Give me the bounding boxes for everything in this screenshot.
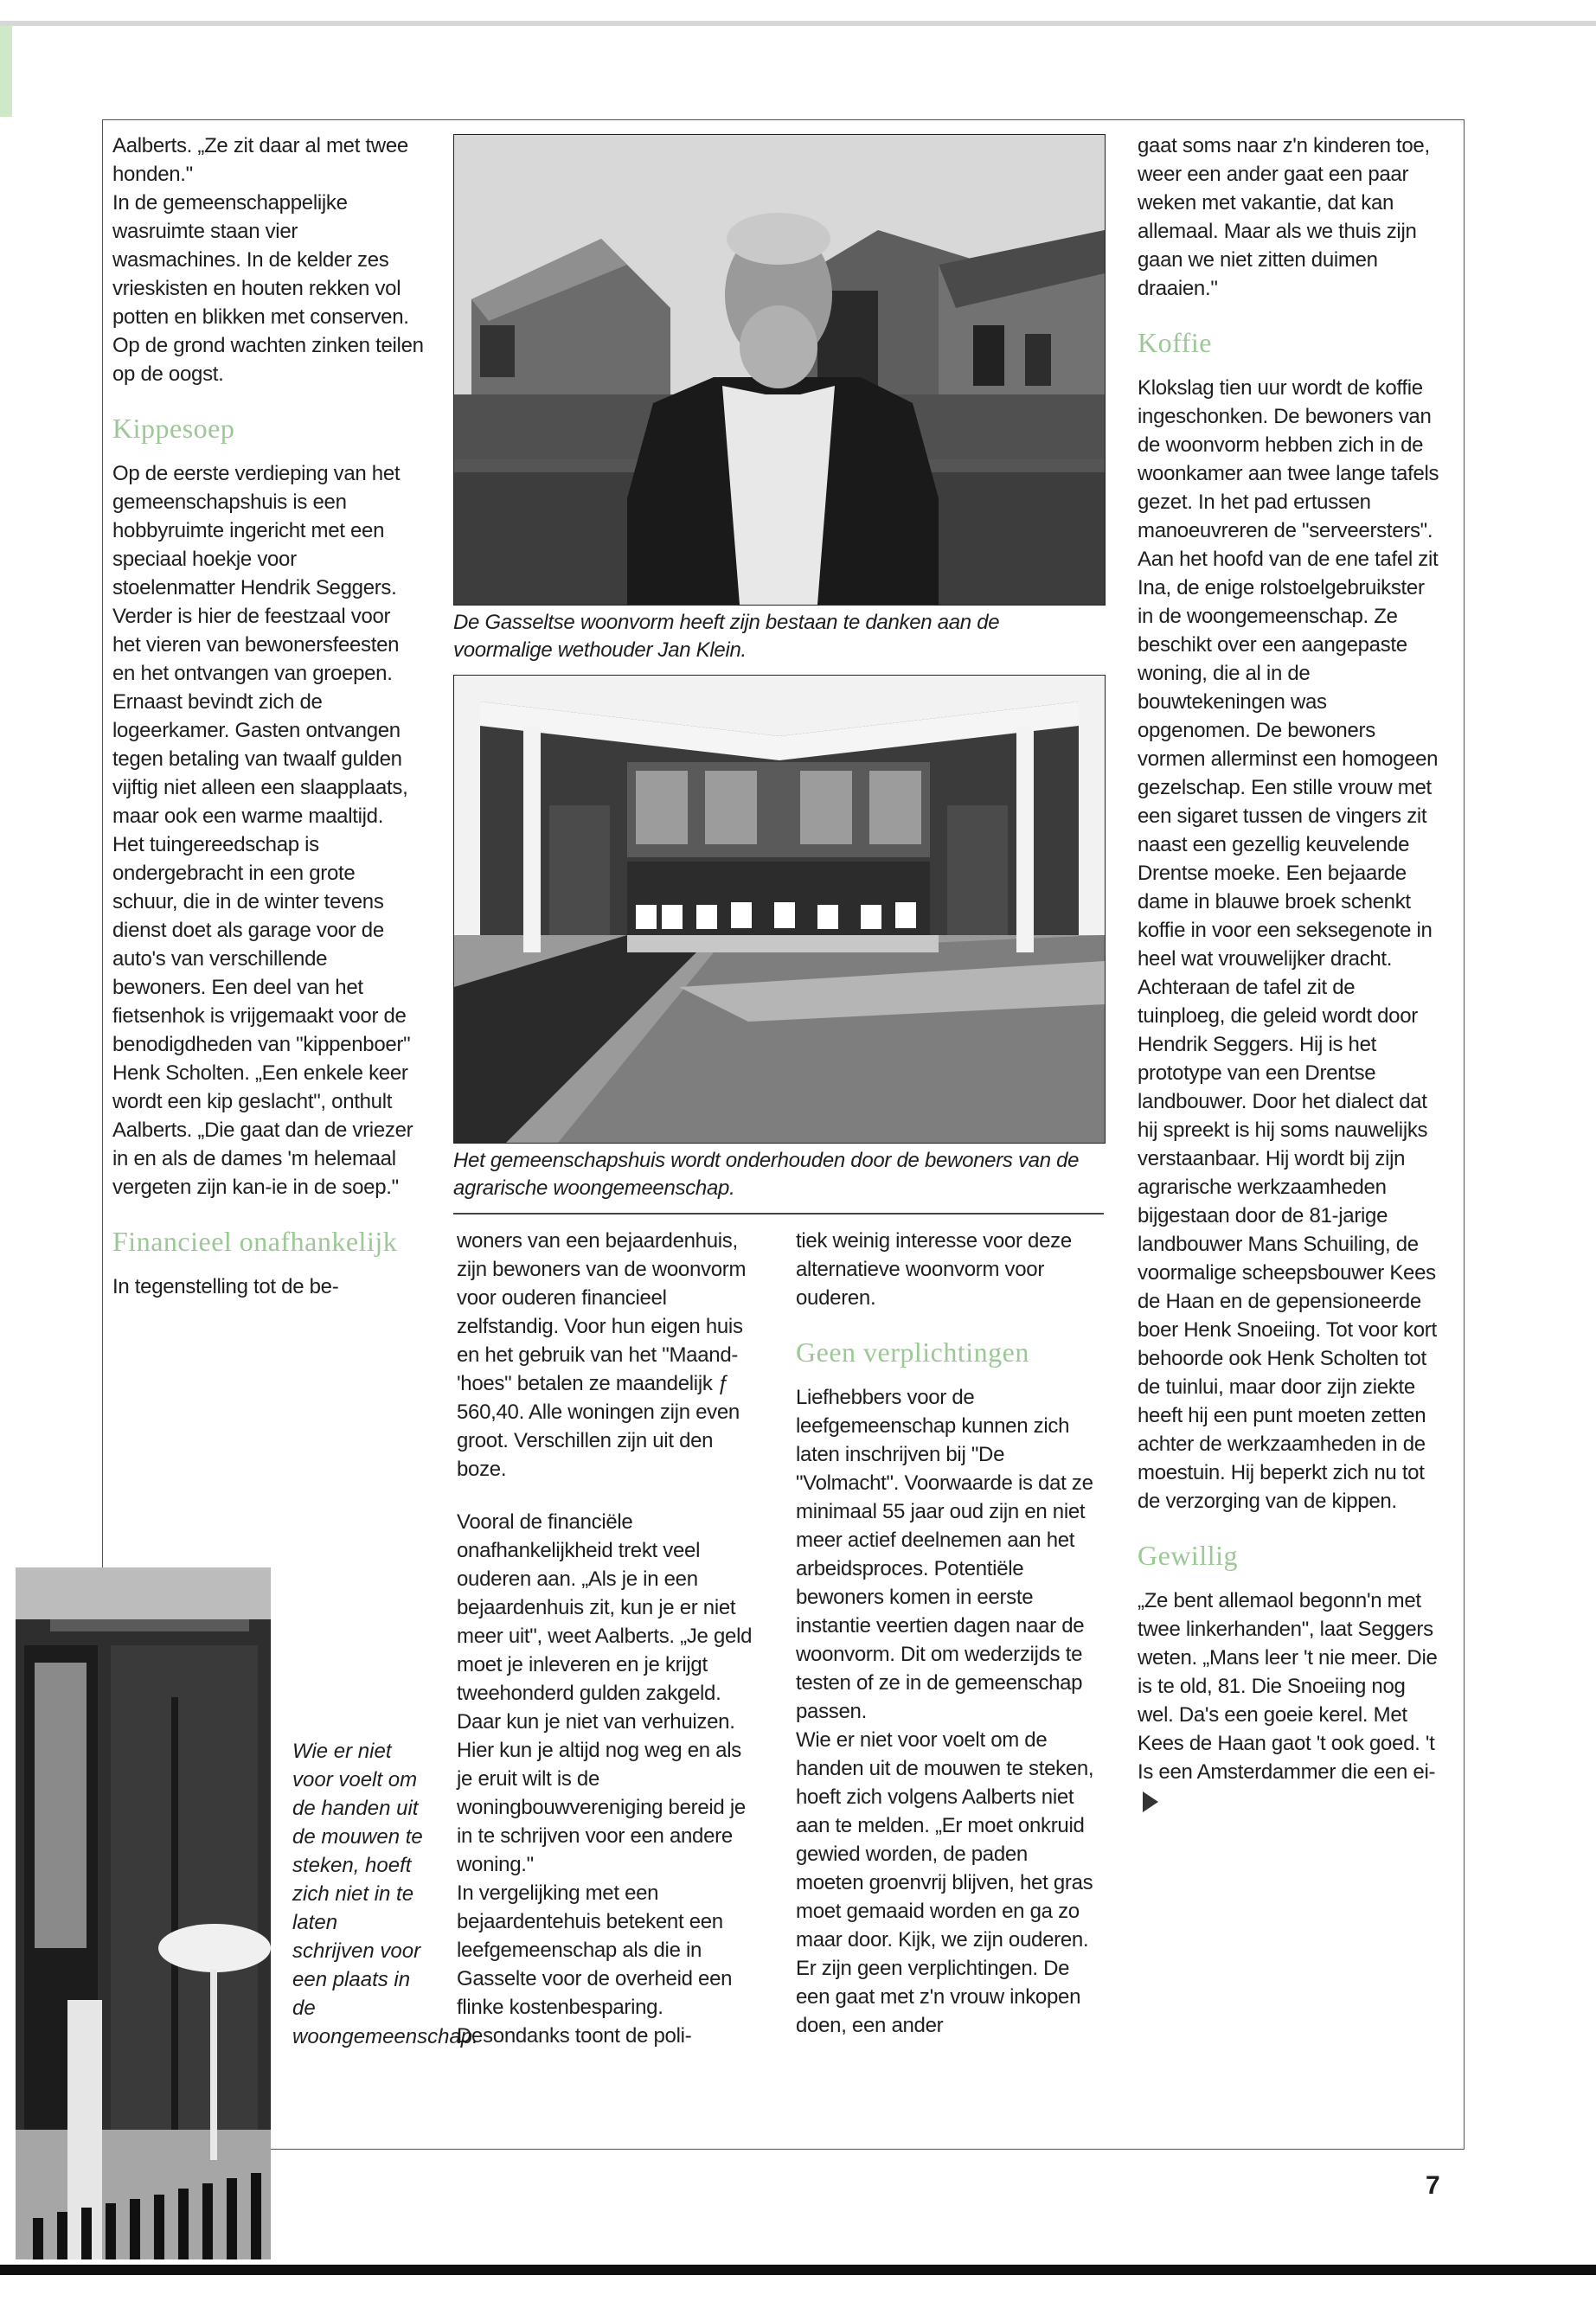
paragraph [1138, 1586, 1445, 1815]
paragraph: In vergelijking met een bejaardentehuis betekent een leefgemeenschap als die in Gasselte voor de overheid een flinke kostenbesparing. Desondanks toont de poli- [457, 1881, 733, 2048]
column-1 [112, 131, 424, 1301]
paragraph: In de gemeenschappelijke wasruimte staan vier wasmachines. In de kelder zes vrieskisten en houten rekken vol potten en blikken met conserven. Op de grond wachten zinken teilen op de oogst. [112, 191, 424, 386]
color-tab [0, 26, 12, 117]
photo-portrait-man [453, 134, 1106, 606]
column-4 [1138, 131, 1445, 1815]
paragraph: tiek weinig interesse voor deze alternatieve woonvorm voor ouderen. [796, 1229, 1072, 1310]
paragraph: Achteraan de tafel zit de tuinploeg, die geleid wordt door Hendrik Seggers. Hij is het prototype van een Drentse landbouwer. Door het dialect dat hij spreekt is hij soms nauwelijks verstaanbaar. Hij wordt bij zijn agrarische werkzaamheden bijgestaan door de 81-jarige landbouwer Mans Schuiling, de voormalige scheepsbouwer Kees de Haan en de gepensioneerde boer Henk Snoeiing. Tot voor kort behoorde ook Henk Scholten tot de tuinlui, maar door zijn ziekte heeft hij een punt moeten zetten achter de werkzaamheden in de moestuin. Hij beperkt zich nu tot de verzorging van de kippen. [1138, 976, 1437, 1513]
paragraph: In tegenstelling tot de be- [112, 1275, 339, 1298]
paragraph: Aalberts. „Ze zit daar al met twee honden." [112, 134, 408, 186]
bottom-rule [0, 2265, 1596, 2275]
subheading-financieel: Financieel onafhankelijk [112, 1226, 398, 1257]
paragraph-text: „Ze bent allemaol begonn'n met twee linkerhanden", laat Seggers weten. „Mans leer 't nie meer. Die is te old, 81. Die Snoeiing nog wel. Da's een goeie kerel. Met Kees de Haan gaot 't ook goed. 't Is een Amsterdammer die een ei- [1138, 1589, 1438, 1784]
caption-photo-1: De Gasseltse woonvorm heeft zijn bestaan te danken aan de voormalige wethouder Jan Klein. [453, 611, 1000, 662]
paragraph: woners van een bejaardenhuis, zijn bewoners van de woonvorm voor ouderen financieel zelfstandig. Voor hun eigen huis en het gebruik van het "Maand-'hoes" betalen ze maandelijk ƒ 560,40. Alle woningen zijn even groot. Verschillen zijn uit den boze. [457, 1229, 747, 1481]
paragraph: gaat soms naar z'n kinderen toe, weer een ander gaat een paar weken met vakantie, dat kan allemaal. Maar als we thuis zijn gaan we niet zitten duimen draaien." [1138, 134, 1430, 300]
top-rule [0, 21, 1596, 26]
subheading-gewillig: Gewillig [1138, 1540, 1238, 1571]
paragraph: Liefhebbers voor de leefgemeenschap kunnen zich laten inschrijven bij "De "Volmacht". Voorwaarde is dat ze minimaal 55 jaar oud zijn en niet meer actief deelnemen aan het arbeidsproces. Potentiële bewoners komen in eerste instantie veertien dagen naar de woonvorm. Dit om wederzijds te testen of ze in de gemeenschap passen. [796, 1386, 1093, 1723]
divider [453, 1213, 1104, 1215]
subheading-koffie: Koffie [1138, 327, 1212, 358]
pull-quote: Wie er niet voor voelt om de handen uit de mouwen te steken, hoeft zich niet in te laten schrijven voor een plaats in de woongemeenschap. [292, 1740, 478, 2048]
continue-arrow-icon [1143, 1791, 1158, 1812]
paragraph: Wie er niet voor voelt om de handen uit de mouwen te steken, hoeft zich volgens Aalberts niet aan te melden. „Er moet onkruid gewied worden, de paden moeten groenvrij blijven, het gras moet gemaaid worden en ga zo maar door. Kijk, we zijn ouderen. Er zijn geen verplichtingen. De een gaat met z'n vrouw inkopen doen, een ander [796, 1728, 1094, 2037]
column-2 [457, 1227, 760, 2050]
paragraph: Het tuingereedschap is ondergebracht in een grote schuur, die in de winter tevens dienst doet als garage voor de auto's van verschillende bewoners. Een deel van het fietsenhok is vrijgemaakt voor de benodigdheden van "kippenboer" Henk Scholten. „Een enkele keer wordt een kip geslacht", onthult Aalberts. „Die gaat dan de vriezer in en als de dames 'm helemaal vergeten zijn kan-ie in de soep." [112, 833, 413, 1199]
paragraph: Klokslag tien uur wordt de koffie ingeschonken. De bewoners van de woonvorm hebben zich in de woonkamer aan twee lange tafels gezet. In het pad ertussen manoeuvreren de "serveersters". Aan het hoofd van de ene tafel zit Ina, de enige rolstoelgebruikster in de woongemeenschap. Ze beschikt over een aangepaste woning, die al in de bouwtekeningen was opgenomen. De bewoners vormen allerminst een homogeen gezelschap. Een stille vrouw met een sigaret tussen de vingers zit naast een gezellig keuvelende Drentse moeke. Een bejaarde dame in blauwe broek schenkt koffie in voor een seksegenote in heel wat vrouwelijker dracht. [1138, 376, 1439, 971]
subheading-geen-verplichtingen: Geen verplichtingen [796, 1336, 1029, 1368]
photo-community-house [453, 675, 1106, 1144]
page-number: 7 [1426, 2171, 1440, 2200]
photo-door-chair [16, 1567, 271, 2259]
column-3 [796, 1227, 1099, 2040]
subheading-kippesoep: Kippesoep [112, 413, 235, 444]
paragraph: Vooral de financiële onafhankelijkheid trekt veel ouderen aan. „Als je in een bejaardenhuis zit, kun je er niet meer uit", weet Aalberts. „Je geld moet je inleveren en je krijgt tweehonderd gulden zakgeld. Daar kun je niet van verhuizen. Hier kun je altijd nog weg en als je eruit wilt is de woningbouwvereniging bereid je in te schrijven voor een andere woning." [457, 1510, 753, 1876]
caption-photo-2: Het gemeenschapshuis wordt onderhouden door de bewoners van de agrarische woongemeenschap. [453, 1149, 1080, 1200]
paragraph: Op de eerste verdieping van het gemeenschapshuis is een hobbyruimte ingericht met een speciaal hoekje voor stoelenmatter Hendrik Seggers. Verder is hier de feestzaal voor het vieren van bewonersfeesten en het ontvangen van groepen. Ernaast bevindt zich de logeerkamer. Gasten ontvangen tegen betaling van twaalf gulden vijftig niet alleen een slaapplaats, maar ook een warme maaltijd. [112, 462, 408, 828]
